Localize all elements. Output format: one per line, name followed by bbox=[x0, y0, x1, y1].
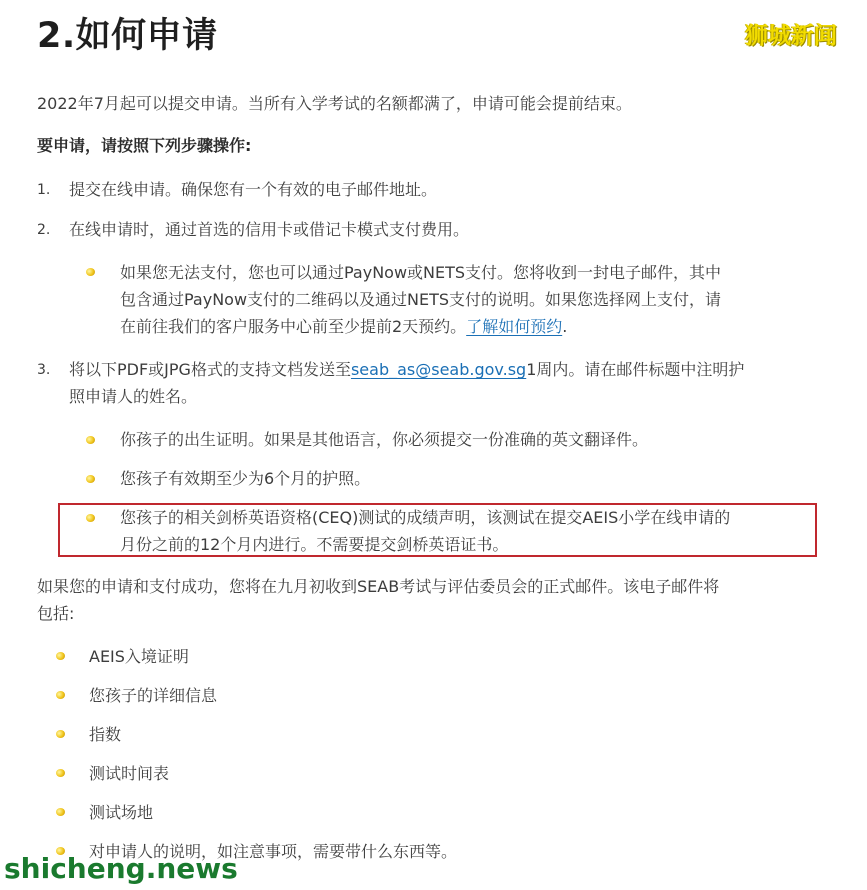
step-3-text: 将以下PDF或JPG格式的支持文档发送至 bbox=[69, 360, 351, 379]
watermark-bottom: shicheng.news bbox=[4, 852, 238, 885]
step-3-sub-item: 您孩子有效期至少为6个月的护照。 bbox=[120, 469, 371, 488]
step-3-sub-item: 您孩子的相关剑桥英语资格(CEQ)测试的成绩声明，该测试在提交AEIS小学在线申请的 bbox=[120, 508, 731, 527]
step-3-sub-item-line2: 月份之前的12个月内进行。不需要提交剑桥英语证书。 bbox=[120, 535, 509, 554]
step-number: 2. bbox=[37, 222, 51, 238]
result-item: AEIS入境证明 bbox=[89, 647, 189, 666]
result-item: 测试时间表 bbox=[89, 764, 170, 783]
bullet-icon bbox=[56, 652, 65, 660]
link-suffix: . bbox=[562, 317, 568, 336]
step-3-text: 1周内。请在邮件标题中注明护 bbox=[526, 360, 745, 379]
watermark-top: 狮城新闻 bbox=[745, 23, 837, 49]
step-2-text: 在线申请时，通过首选的信用卡或借记卡模式支付费用。 bbox=[69, 220, 470, 239]
booking-link[interactable]: 了解如何预约 bbox=[466, 317, 563, 336]
result-paragraph-line: 包括: bbox=[37, 604, 75, 623]
intro-paragraph: 2022年7月起可以提交申请。当所有入学考试的名额都满了，申请可能会提前结束。 bbox=[37, 94, 632, 113]
result-item: 您孩子的详细信息 bbox=[89, 686, 218, 705]
bullet-icon bbox=[86, 475, 95, 483]
bullet-icon bbox=[56, 808, 65, 816]
result-item: 对申请人的说明，如注意事项，需要带什么东西等。 bbox=[89, 842, 458, 861]
result-item: 测试场地 bbox=[89, 803, 154, 822]
step-2-sub-text: 在前往我们的客户服务中心前至少提前2天预约。 bbox=[120, 317, 467, 336]
step-1-text: 提交在线申请。确保您有一个有效的电子邮件地址。 bbox=[69, 180, 438, 199]
step-number: 3. bbox=[37, 362, 51, 378]
step-3-sub-item: 你孩子的出生证明。如果是其他语言，你必须提交一份准确的英文翻译件。 bbox=[120, 430, 649, 449]
step-3-line bbox=[69, 356, 744, 383]
bullet-icon bbox=[56, 691, 65, 699]
step-number: 1. bbox=[37, 182, 51, 198]
step-2-sub-line: 包含通过PayNow支付的二维码以及通过NETS支付的说明。如果您选择网上支付，请 bbox=[120, 290, 722, 309]
bullet-icon bbox=[56, 730, 65, 738]
email-link[interactable]: seab_as@seab.gov.sg bbox=[350, 360, 527, 379]
steps-heading: 要申请，请按照下列步骤操作: bbox=[37, 136, 252, 155]
bullet-icon bbox=[86, 268, 95, 276]
step-2-sub-line: 如果您无法支付，您也可以通过PayNow或NETS支付。您将收到一封电子邮件，其中 bbox=[120, 263, 722, 282]
bullet-icon bbox=[56, 769, 65, 777]
step-3-text-line2: 照申请人的姓名。 bbox=[69, 387, 198, 406]
result-item: 指数 bbox=[89, 725, 122, 744]
page-title: 2.如何申请 bbox=[37, 16, 218, 56]
result-paragraph-line: 如果您的申请和支付成功，您将在九月初收到SEAB考试与评估委员会的正式邮件。该电子邮件将 bbox=[37, 577, 720, 596]
highlight-box bbox=[58, 503, 817, 557]
step-2-sub-line-last bbox=[120, 313, 567, 340]
bullet-icon bbox=[86, 436, 95, 444]
